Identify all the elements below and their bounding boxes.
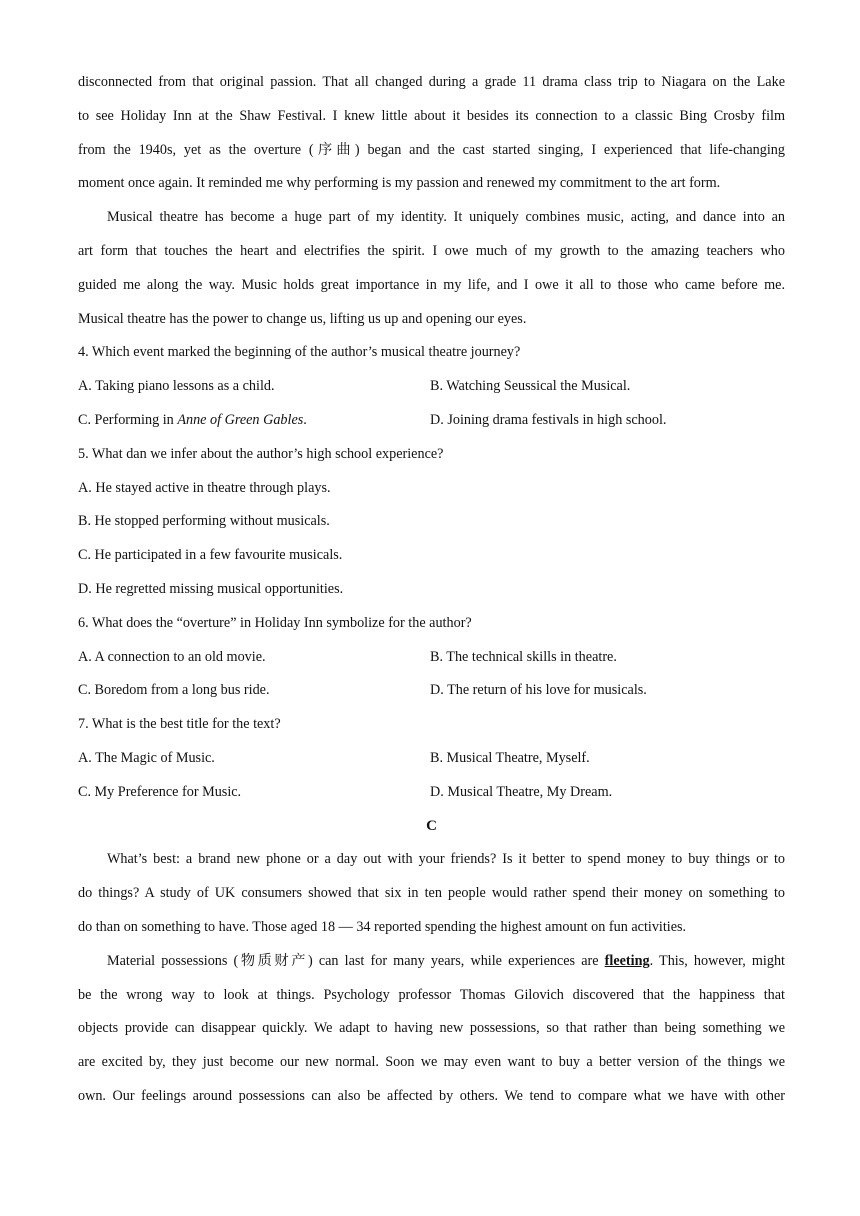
text-segment: Material possessions (物质财产) can last for many years, while experiences are — [107, 952, 605, 969]
text-line: from the 1940s, yet as the overture (序曲) began and the cast started singing, I experienced that life-changing — [78, 141, 785, 158]
text-line: be the wrong way to look at things. Psychology professor Thomas Gilovich discovered that the happiness that — [78, 986, 785, 1003]
option-c: C. He participated in a few favourite musicals. — [78, 547, 343, 564]
option-d: D. The return of his love for musicals. — [430, 682, 647, 699]
text-line: objects provide can disappear quickly. We adapt to having new possessions, so that rather than being something we — [78, 1020, 785, 1037]
option-row — [78, 641, 785, 675]
option-row — [78, 776, 785, 810]
question-stem: 7. What is the best title for the text? — [78, 716, 281, 733]
option-a: A. A connection to an old movie. — [78, 648, 266, 665]
text-line — [78, 945, 785, 979]
text-line: are excited by, they just become our new normal. Soon we may even want to buy a better version of the things we — [78, 1054, 785, 1071]
option-b: B. Watching Seussical the Musical. — [430, 378, 631, 395]
option-c: C. My Preference for Music. — [78, 783, 242, 800]
text-line: guided me along the way. Music holds great importance in my life, and I owe it all to those who came before me. — [78, 276, 785, 293]
text-segment: . This, however, might — [649, 952, 785, 969]
option-row — [78, 370, 785, 404]
question-stem: 5. What dan we infer about the author’s high school experience? — [78, 445, 444, 462]
option-d: D. Joining drama festivals in high school. — [430, 411, 667, 428]
text-line: Musical theatre has become a huge part of my identity. It uniquely combines music, acting, and dance into an — [107, 209, 785, 226]
option-row — [78, 674, 785, 708]
passage-c-paragraph-2 — [78, 945, 785, 1114]
option-a: A. He stayed active in theatre through plays. — [78, 479, 331, 496]
option-a: A. The Magic of Music. — [78, 749, 215, 766]
text-line: do than on something to have. Those aged 18 — 34 reported spending the highest amount on fun activities. — [78, 918, 687, 935]
question-7 — [78, 708, 785, 809]
option-d: D. He regretted missing musical opportunities. — [78, 580, 344, 597]
option-c-suffix: . — [303, 411, 307, 428]
option-c: C. Boredom from a long bus ride. — [78, 682, 270, 699]
text-line: disconnected from that original passion. That all changed during a grade 11 drama class trip to Niagara on the Lake — [78, 74, 785, 90]
keyword-fleeting: fleeting — [604, 952, 650, 969]
question-4 — [78, 336, 785, 437]
option-b: B. The technical skills in theatre. — [430, 648, 617, 665]
text-line: What’s best: a brand new phone or a day out with your friends? Is it better to spend money to buy things or to — [107, 851, 785, 868]
option-c — [78, 404, 430, 438]
option-c-prefix: C. Performing in — [78, 411, 178, 428]
text-line: Musical theatre has the power to change us, lifting us up and opening our eyes. — [78, 310, 527, 327]
question-6 — [78, 607, 785, 708]
option-b: B. He stopped performing without musicals. — [78, 513, 330, 530]
passage-b-paragraph-3 — [78, 66, 785, 201]
text-line: art form that touches the heart and electrifies the spirit. I owe much of my growth to the amazing teachers who — [78, 242, 785, 259]
question-5 — [78, 438, 785, 607]
option-row — [78, 742, 785, 776]
option-row — [78, 404, 785, 438]
text-line: moment once again. It reminded me why performing is my passion and renewed my commitment to the art form. — [78, 175, 721, 192]
option-a: A. Taking piano lessons as a child. — [78, 378, 275, 395]
passage-c-paragraph-1 — [78, 843, 785, 944]
text-line: to see Holiday Inn at the Shaw Festival. I knew little about it besides its connection to a classic Bing Crosby film — [78, 107, 785, 124]
option-b: B. Musical Theatre, Myself. — [430, 749, 590, 766]
passage-b-paragraph-4 — [78, 201, 785, 336]
text-line: own. Our feelings around possessions can also be affected by others. We tend to compare what we have with other — [78, 1087, 785, 1104]
option-c-title: Anne of Green Gables — [177, 411, 304, 428]
document-page — [78, 66, 785, 1114]
option-d: D. Musical Theatre, My Dream. — [430, 783, 613, 800]
text-line: do things? A study of UK consumers showed that six in ten people would rather spend their money on something to — [78, 885, 785, 902]
question-stem: 6. What does the “overture” in Holiday Inn symbolize for the author? — [78, 614, 472, 631]
section-title: C — [426, 817, 437, 834]
question-stem: 4. Which event marked the beginning of the author’s musical theatre journey? — [78, 344, 521, 361]
